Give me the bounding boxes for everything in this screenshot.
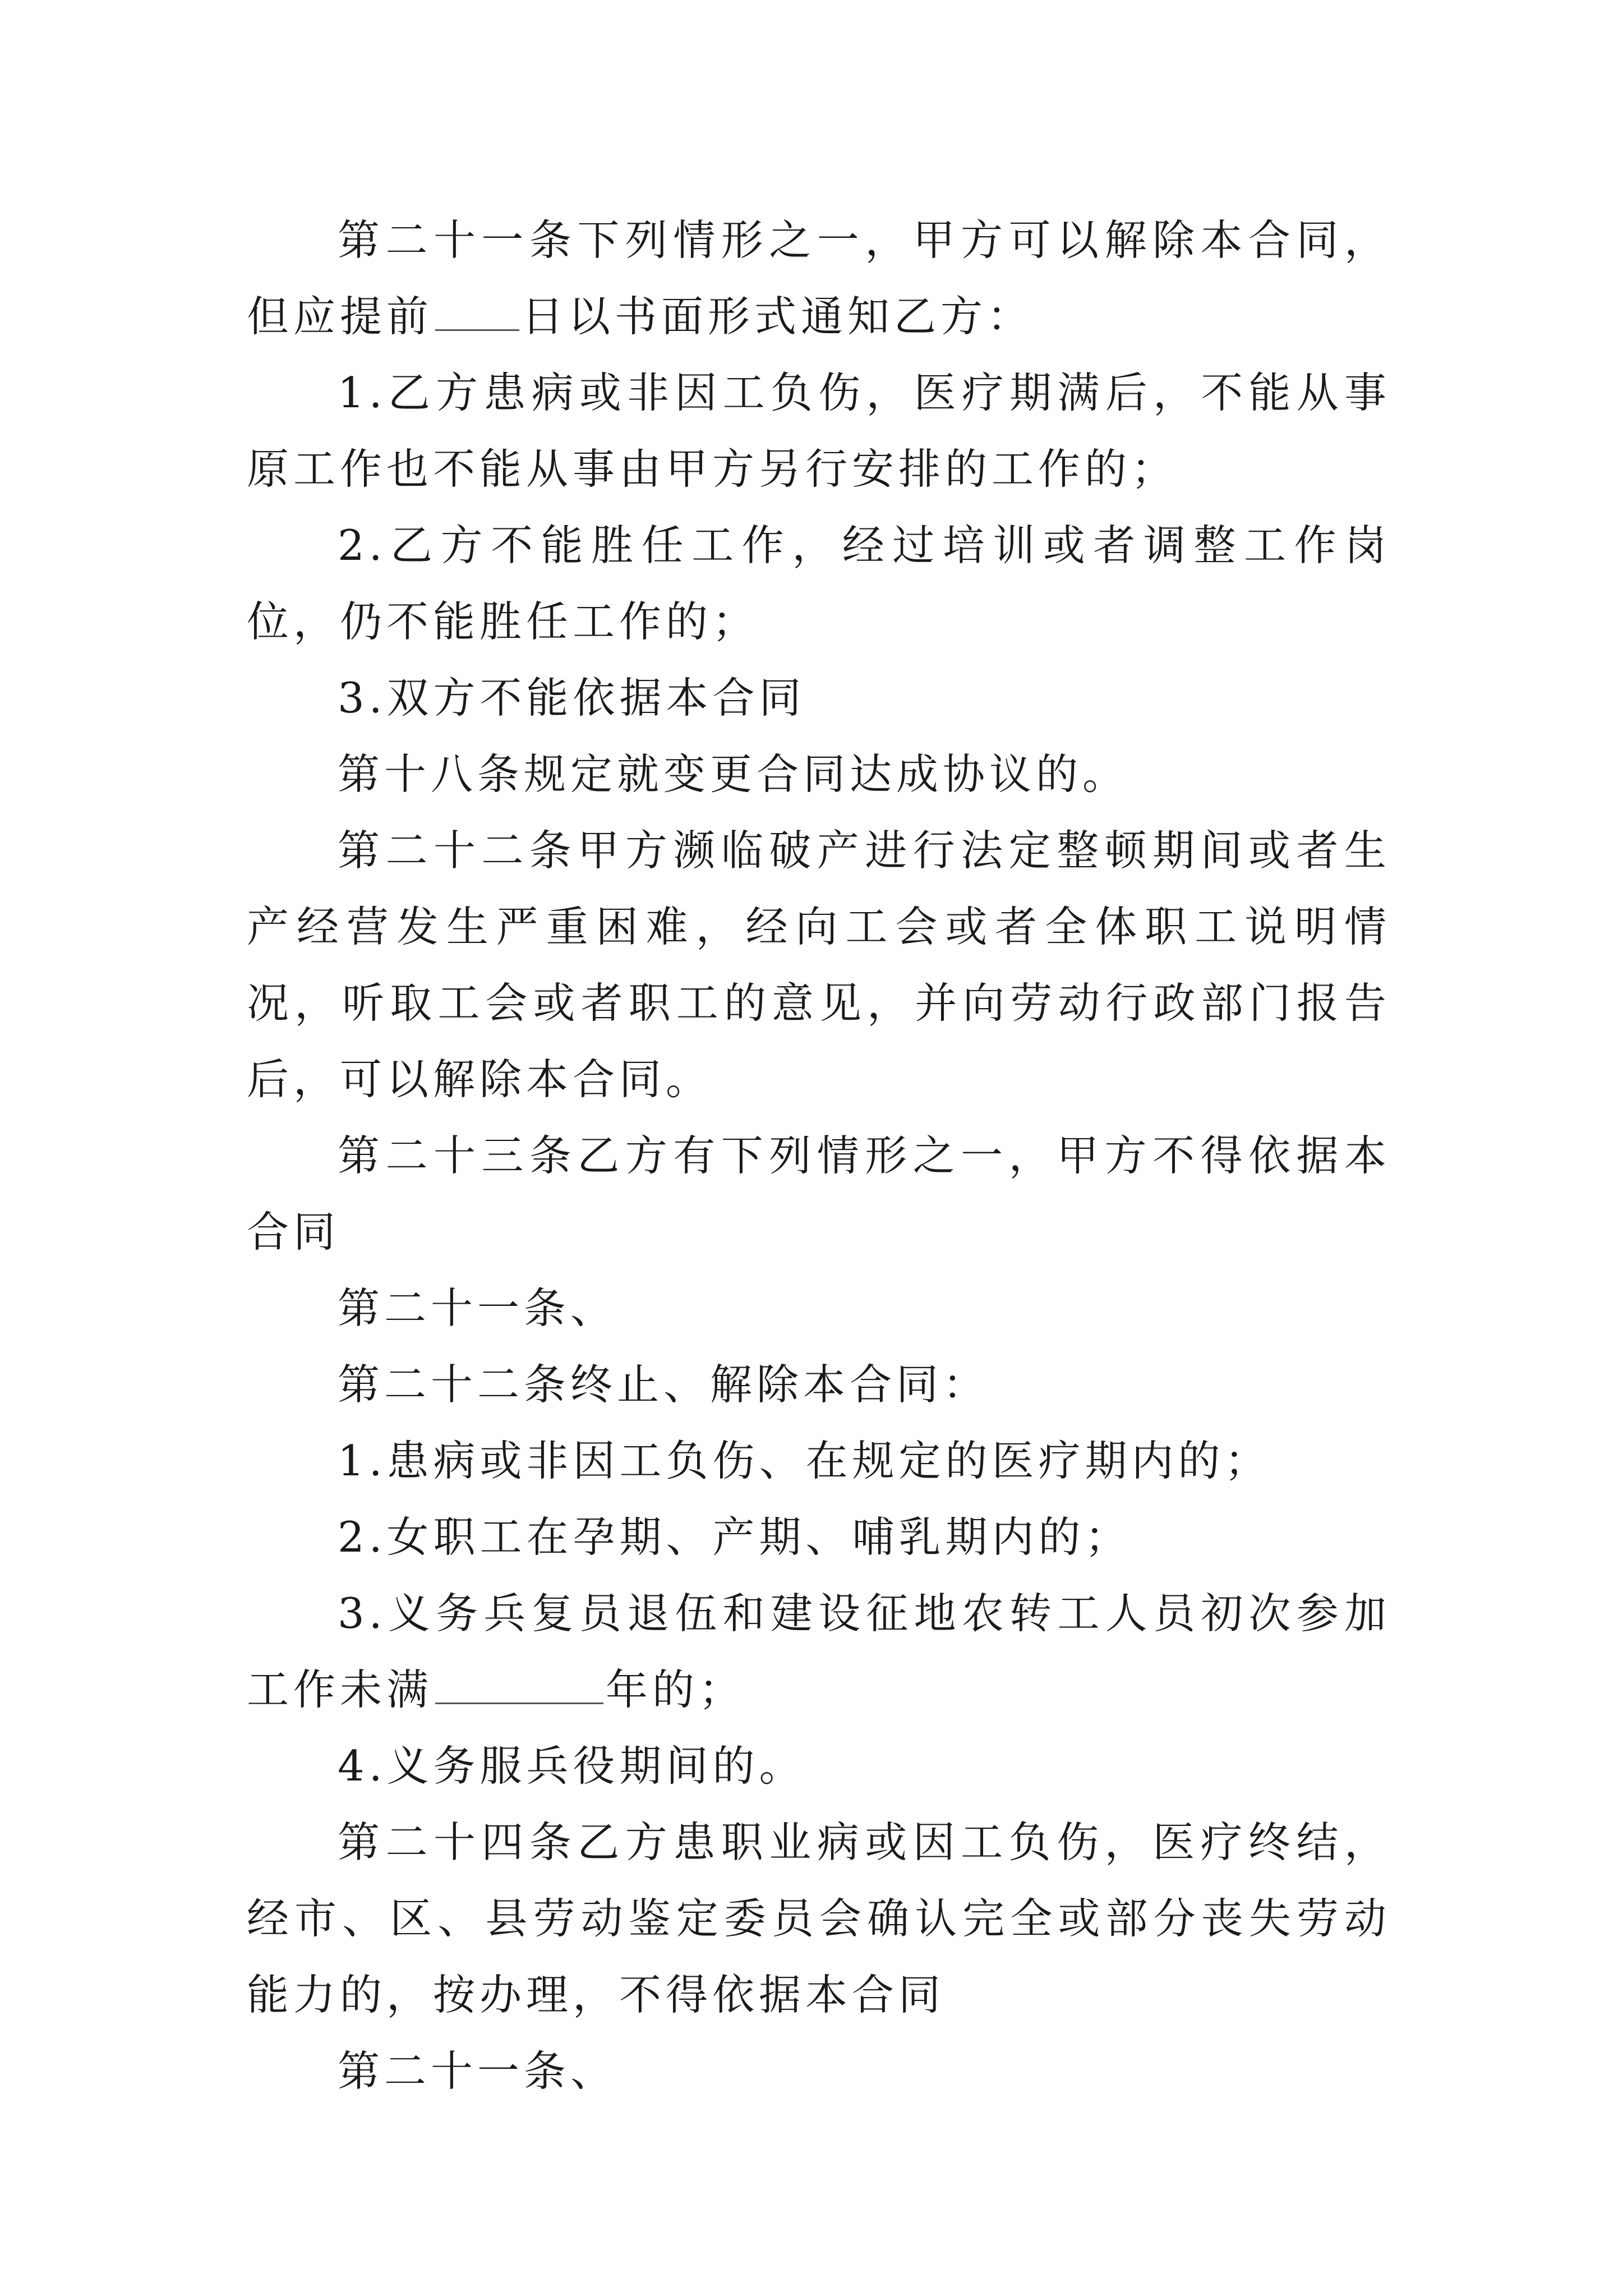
article-23-item-1: 1.患病或非因工负伤、在规定的医疗期内的； xyxy=(338,1436,1271,1485)
contract-body xyxy=(247,202,1391,2109)
article-23-item-3-text-end: 年的； xyxy=(606,1665,746,1714)
article-23-item-4: 4.义务服兵役期间的。 xyxy=(338,1741,806,1791)
article-21-text-start: 第二十一条下列情形之一，甲方可以解除本合同，但应提前 xyxy=(247,215,1391,341)
article-23-reference-21: 第二十一条、 xyxy=(338,1283,617,1333)
article-22-paragraph: 第二十二条甲方濒临破产进行法定整顿期间或者生产经营发生严重困难，经向工会或者全体职工说明情况，听取工会或者职工的意见，并向劳动行政部门报告后，可以解除本合同。 xyxy=(247,826,1391,1104)
work-years-blank[interactable] xyxy=(435,1667,603,1704)
article-21-paragraph xyxy=(247,202,1391,355)
article-23-item-3-text-start: 3.义务兵复员退伍和建设征地农转工人员初次参加工作未满 xyxy=(247,1589,1391,1714)
article-21-item-1: 1.乙方患病或非因工负伤，医疗期满后，不能从事原工作也不能从事由甲方另行安排的工作的； xyxy=(247,368,1391,494)
notice-days-blank[interactable] xyxy=(435,293,519,331)
article-21-item-3: 3.双方不能依据本合同 xyxy=(338,673,806,723)
article-24-paragraph: 第二十四条乙方患职业病或因工负伤，医疗终结，经市、区、县劳动鉴定委员会确认完全或部分丧失劳动能力的，按办理，不得依据本合同 xyxy=(247,1818,1391,2019)
article-24-reference-21: 第二十一条、 xyxy=(338,2046,617,2096)
article-23-reference-22: 第二十二条终止、解除本合同： xyxy=(338,1360,990,1409)
article-23-item-3 xyxy=(247,1575,1391,1728)
article-21-text-end: 日以书面形式通知乙方： xyxy=(522,292,1034,341)
article-23-paragraph: 第二十三条乙方有下列情形之一，甲方不得依据本合同 xyxy=(247,1131,1391,1257)
article-21-item-2: 2.乙方不能胜任工作，经过培训或者调整工作岗位，仍不能胜任工作的； xyxy=(247,521,1391,646)
article-23-item-2: 2.女职工在孕期、产期、哺乳期内的； xyxy=(338,1512,1132,1562)
article-21-item-3-continued: 第十八条规定就变更合同达成协议的。 xyxy=(338,749,1129,799)
